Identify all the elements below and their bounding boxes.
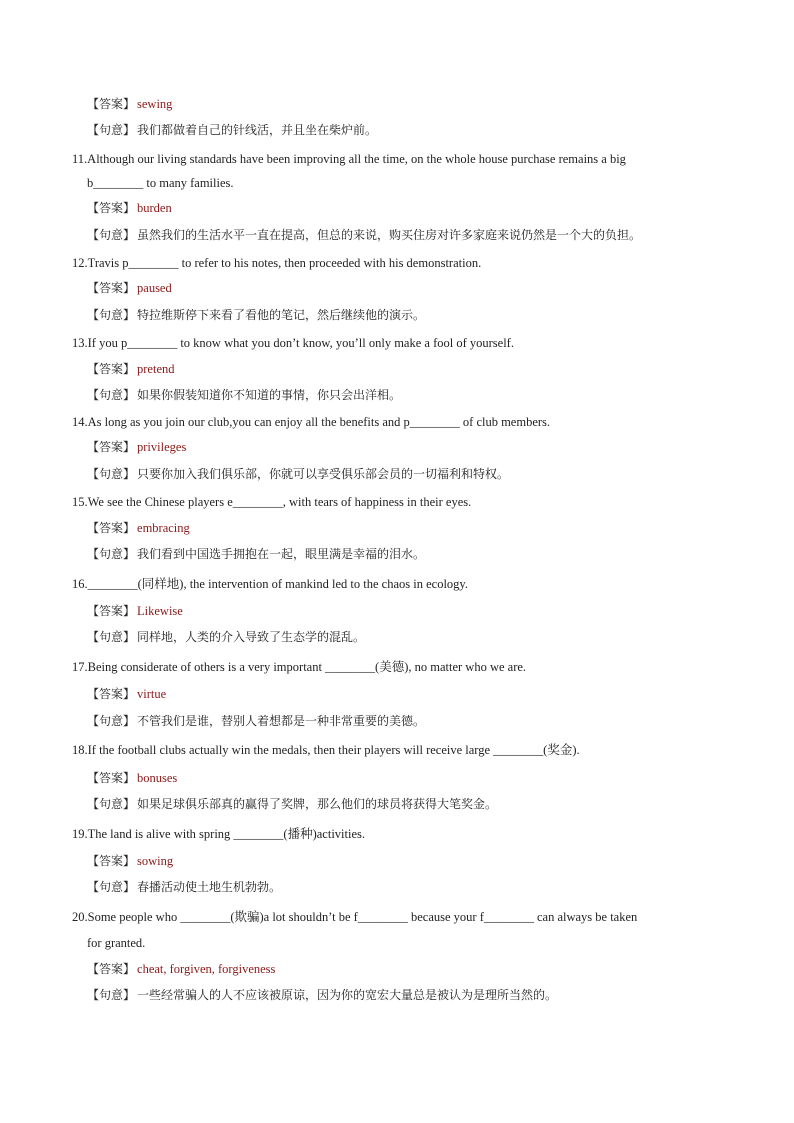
meaning-tag: 【句意】 (87, 714, 136, 728)
meaning-text: 我们看到中国选手拥抱在一起，眼里满是幸福的泪水。 (137, 547, 426, 561)
answer-text: embracing (137, 521, 190, 535)
question-text: 11.Although our living standards have been improving all the time, on the whole house purchase remains a big (72, 152, 626, 166)
meaning-line (87, 796, 497, 812)
answer-tag: 【答案】 (87, 201, 136, 215)
answer-line (87, 770, 177, 786)
question-text-continued: b________ to many families. (87, 176, 234, 190)
answer-tag: 【答案】 (87, 604, 136, 618)
answer-tag: 【答案】 (87, 281, 136, 295)
answer-line (87, 439, 186, 455)
meaning-text: 一些经常骗人的人不应该被原谅，因为你的宽宏大量总是被认为是理所当然的。 (137, 988, 558, 1002)
answer-line (87, 96, 172, 112)
answer-line (87, 603, 183, 619)
question-text: 14.As long as you join our club,you can enjoy all the benefits and p________ of club members. (72, 415, 551, 429)
meaning-tag: 【句意】 (87, 308, 136, 322)
question-text: 18.If the football clubs actually win the medals, then their players will receive large ________(奖金). (72, 743, 580, 757)
meaning-tag: 【句意】 (87, 123, 136, 137)
answer-tag: 【答案】 (87, 97, 136, 111)
question-text: 20.Some people who ________(欺骗)a lot shouldn’t be f________ because your f________ can always be taken (72, 910, 638, 924)
meaning-line (87, 227, 641, 243)
answer-line (87, 200, 172, 216)
meaning-tag: 【句意】 (87, 630, 136, 644)
question-text: 13.If you p________ to know what you don’t know, you’ll only make a fool of yourself. (72, 336, 514, 350)
meaning-tag: 【句意】 (87, 547, 136, 561)
answer-line (87, 280, 172, 296)
question-text: 15.We see the Chinese players e________, with tears of happiness in their eyes. (72, 495, 472, 509)
meaning-line (87, 307, 425, 323)
meaning-line (87, 466, 509, 482)
answer-text: paused (137, 281, 172, 295)
meaning-line (87, 879, 281, 895)
meaning-line (87, 987, 557, 1003)
answer-text: bonuses (137, 771, 178, 785)
answer-text: sowing (137, 854, 174, 868)
answer-line (87, 520, 190, 536)
answer-line (87, 686, 166, 702)
meaning-tag: 【句意】 (87, 388, 136, 402)
answer-text: sewing (137, 97, 173, 111)
meaning-text: 同样地，人类的介入导致了生态学的混乱。 (137, 630, 366, 644)
question-text: 19.The land is alive with spring ________(播种)activities. (72, 827, 366, 841)
answer-tag: 【答案】 (87, 771, 136, 785)
answer-text: Likewise (137, 604, 183, 618)
meaning-text: 如果足球俱乐部真的赢得了奖牌，那么他们的球员将获得大笔奖金。 (137, 797, 498, 811)
meaning-tag: 【句意】 (87, 988, 136, 1002)
answer-text: burden (137, 201, 172, 215)
meaning-line (87, 713, 425, 729)
question-text: 17.Being considerate of others is a very important ________(美德), no matter who we are. (72, 660, 527, 674)
answer-text: privileges (137, 440, 187, 454)
meaning-text: 虽然我们的生活水平一直在提高，但总的来说，购买住房对许多家庭来说仍然是一个大的负担。 (137, 228, 642, 242)
answer-text: cheat, forgiven, forgiveness (137, 962, 276, 976)
meaning-line (87, 546, 425, 562)
meaning-line (87, 629, 365, 645)
answer-tag: 【答案】 (87, 440, 136, 454)
answer-tag: 【答案】 (87, 687, 136, 701)
meaning-tag: 【句意】 (87, 228, 136, 242)
question-text-continued: for granted. (87, 936, 146, 950)
answer-tag: 【答案】 (87, 521, 136, 535)
meaning-text: 特拉维斯停下来看了看他的笔记，然后继续他的演示。 (137, 308, 426, 322)
meaning-line (87, 122, 377, 138)
answer-text: pretend (137, 362, 175, 376)
answer-line (87, 961, 275, 977)
meaning-line (87, 387, 401, 403)
answer-tag: 【答案】 (87, 962, 136, 976)
meaning-tag: 【句意】 (87, 880, 136, 894)
answer-tag: 【答案】 (87, 854, 136, 868)
meaning-text: 我们都做着自己的针线活，并且坐在柴炉前。 (137, 123, 378, 137)
answer-tag: 【答案】 (87, 362, 136, 376)
meaning-text: 春播活动使土地生机勃勃。 (137, 880, 282, 894)
answer-line (87, 853, 173, 869)
meaning-text: 不管我们是谁，替别人着想都是一种非常重要的美德。 (137, 714, 426, 728)
meaning-text: 只要你加入我们俱乐部，你就可以享受俱乐部会员的一切福利和特权。 (137, 467, 510, 481)
question-text: 12.Travis p________ to refer to his notes, then proceeded with his demonstration. (72, 256, 482, 270)
answer-text: virtue (137, 687, 167, 701)
answer-line (87, 361, 175, 377)
meaning-tag: 【句意】 (87, 797, 136, 811)
meaning-text: 如果你假装知道你不知道的事情，你只会出洋相。 (137, 388, 402, 402)
question-text: 16.________(同样地), the intervention of mankind led to the chaos in ecology. (72, 577, 468, 591)
meaning-tag: 【句意】 (87, 467, 136, 481)
